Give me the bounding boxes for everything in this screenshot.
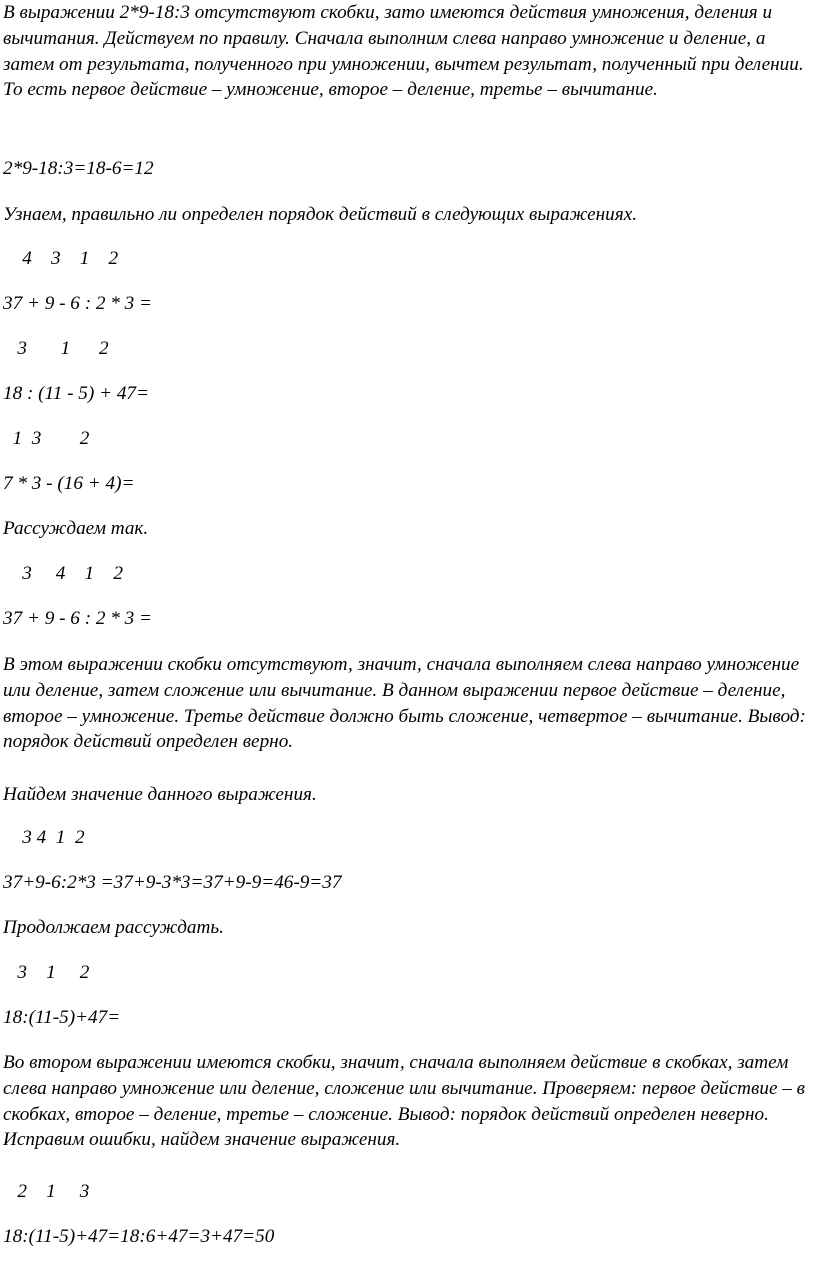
check1-order-numbers: 3 4 1 2 [3,563,123,584]
example-solution: 2*9-18:3=18-6=12 [3,158,154,179]
solve1-expression: 37+9-6:2*3 =37+9-3*3=37+9-9=46-9=37 [3,872,342,893]
solve2-order-numbers: 2 1 3 [3,1181,90,1202]
intro-paragraph: В выражении 2*9-18:3 отсутствуют скобки, зато имеются действия умножения, деления и вычитания. Действуем по правилу. Сначала выполним слева направо умножение и деление, а затем от результата, полученного при умножении, вычтем результат, полученный при делении. То есть первое действие – умножение, второе – деление, третье – вычитание. [3,2,804,101]
task-text: Узнаем, правильно ли определен порядок действий в следующих выражениях. [3,204,638,225]
expr3-order-numbers: 1 3 2 [3,428,90,449]
continue-text: Продолжаем рассуждать. [3,917,224,938]
check2-expression: 18:(11-5)+47= [3,1007,121,1028]
expr2-order-numbers: 3 1 2 [3,338,109,359]
check1-paragraph: В этом выражении скобки отсутствуют, значит, сначала выполняем слева направо умножение или деление, затем сложение или вычитание. В данном выражении первое действие – деление, второе – умножение. Третье действие должно быть сложение, четвертое – вычитание. Вывод: порядок действий определен верно. [3,654,806,753]
reason-intro: Рассуждаем так. [3,518,149,539]
check1-expression: 37 + 9 - 6 : 2 * 3 = [3,608,153,629]
check2-paragraph: Во втором выражении имеются скобки, значит, сначала выполняем действие в скобках, затем слева направо умножение или деление, сложение или вычитание. Проверяем: первое действие – в скобках, второе – деление, третье – сложение. Вывод: порядок действий определен неверно. Исправим ошибки, найдем значение выражения. [3,1052,805,1151]
expr1: 37 + 9 - 6 : 2 * 3 = [3,293,153,314]
solve1-order-numbers: 3 4 1 2 [3,827,85,848]
check2-order-numbers: 3 1 2 [3,962,90,983]
expr1-order-numbers: 4 3 1 2 [3,248,119,269]
find-value-text: Найдем значение данного выражения. [3,784,317,805]
expr2: 18 : (11 - 5) + 47= [3,383,149,404]
expr3: 7 * 3 - (16 + 4)= [3,473,135,494]
solve2-expression: 18:(11-5)+47=18:6+47=3+47=50 [3,1226,275,1247]
